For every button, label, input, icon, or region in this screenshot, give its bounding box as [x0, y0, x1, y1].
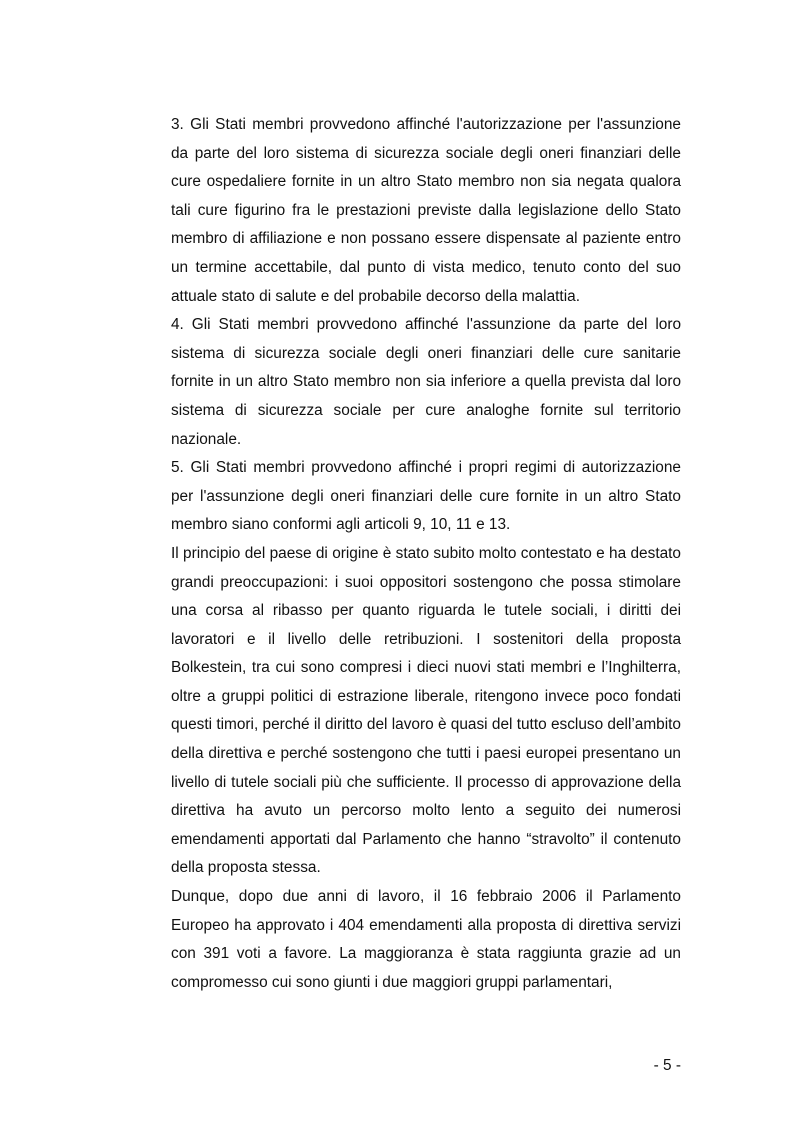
- paragraph-article-5: 5. Gli Stati membri provvedono affinché i propri regimi di autorizzazione per l'assunzione degli oneri finanziari delle cure fornite in un altro Stato membro siano conformi agli articoli 9, 10, 11 e 13.: [171, 459, 681, 534]
- paragraph-origin-principle: Il principio del paese di origine è stato subito molto contestato e ha destato grandi preoccupazioni: i suoi oppositori sostengono che possa stimolare una corsa al ribasso per quanto riguarda le tutele sociali, i diritti dei lavoratori e il livello delle retribuzioni. I sostenitori della proposta Bolkestein, tra cui sono compresi i dieci nuovi stati membri e l’Inghilterra, oltre a gruppi politici di estrazione liberale, ritengono invece poco fondati questi timori, perché il diritto del lavoro è quasi del tutto escluso dell’ambito della direttiva e perché sostengono che tutti i paesi europei presentano un livello di tutele sociali più che sufficiente. Il processo di approvazione della direttiva ha avuto un percorso molto lento a seguito dei numerosi emendamenti apportati dal Parlamento che hanno “stravolto” il contenuto della proposta stessa.: [171, 544, 681, 877]
- page-number: - 5 -: [653, 1057, 681, 1074]
- body-text: [171, 111, 681, 997]
- paragraph-article-4: 4. Gli Stati membri provvedono affinché l'assunzione da parte del loro sistema di sicurezza sociale degli oneri finanziari delle cure sanitarie fornite in un altro Stato membro non sia inferiore a quella prevista dal loro sistema di sicurezza sociale per cure analoghe fornite sul territorio nazionale.: [171, 316, 681, 448]
- paragraph-parliament-approval: Dunque, dopo due anni di lavoro, il 16 febbraio 2006 il Parlamento Europeo ha approvato i 404 emendamenti alla proposta di direttiva servizi con 391 voti a favore. La maggioranza è stata raggiunta grazie ad un compromesso cui sono giunti i due maggiori gruppi parlamentari,: [171, 888, 681, 991]
- paragraph-article-3: 3. Gli Stati membri provvedono affinché l'autorizzazione per l'assunzione da parte del loro sistema di sicurezza sociale degli oneri finanziari delle cure ospedaliere fornite in un altro Stato membro non sia negata qualora tali cure figurino fra le prestazioni previste dalla legislazione dello Stato membro di affiliazione e non possano essere dispensate al paziente entro un termine accettabile, dal punto di vista medico, tenuto conto del suo attuale stato di salute e del probabile decorso della malattia.: [171, 116, 681, 305]
